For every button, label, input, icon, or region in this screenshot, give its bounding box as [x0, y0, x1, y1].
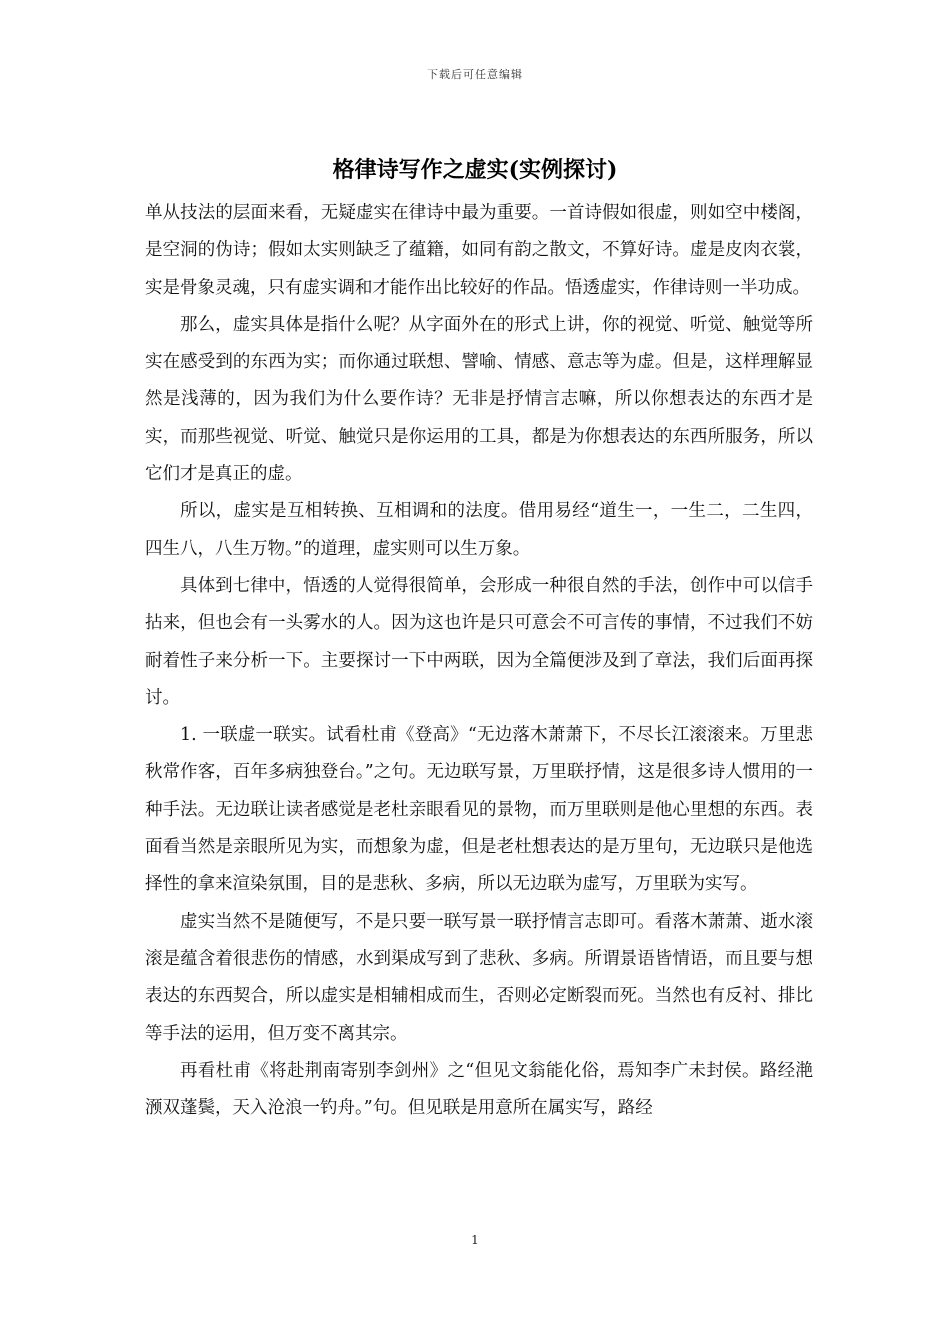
page-title: 格律诗写作之虚实(实例探讨) — [332, 157, 618, 183]
paragraph-7: 再看杜甫《将赴荆南寄别李剑州》之“但见文翁能化俗，焉知李广未封侯。路经滟滪双蓬鬓，天入沧浪一钓舟。”句。但见联是用意所在属实写，路经 — [145, 1060, 813, 1119]
paragraph-1: 单从技法的层面来看，无疑虚实在律诗中最为重要。一首诗假如很虚，则如空中楼阁，是空洞的伪诗；假如太实则缺乏了蕴籍，如同有韵之散文，不算好诗。虚是皮肉衣裳，实是骨象灵魂，只有虚实调和才能作出比较好的作品。悟透虚实，作律诗则一半功成。 — [145, 203, 813, 298]
paragraph-2: 那么，虚实具体是指什么呢？从字面外在的形式上讲，你的视觉、听觉、触觉等所实在感受到的东西为实；而你通过联想、譬喻、情感、意志等为虚。但是，这样理解显然是浅薄的，因为我们为什么要作诗？无非是抒情言志嘛，所以你想表达的东西才是实，而那些视觉、听觉、触觉只是你运用的工具，都是为你想表达的东西所服务，所以它们才是真正的虚。 — [145, 314, 813, 485]
page-number: 1 — [471, 1233, 479, 1247]
document-body — [145, 195, 813, 1127]
paragraph-4: 具体到七律中，悟透的人觉得很简单，会形成一种很自然的手法，创作中可以信手拈来，但也会有一头雾水的人。因为这也许是只可意会不可言传的事情，不过我们不妨耐着性子来分析一下。主要探讨一下中两联，因为全篇便涉及到了章法，我们后面再探讨。 — [145, 575, 813, 708]
paragraph-5: 1. 一联虚一联实。试看杜甫《登高》“无边落木萧萧下，不尽长江滚滚来。万里悲秋常作客，百年多病独登台。”之句。无边联写景，万里联抒情，这是很多诗人惯用的一种手法。无边联让读者感觉是老杜亲眼看见的景物，而万里联则是他心里想的东西。表面看当然是亲眼所见为实，而想象为虚，但是老杜想表达的是万里句，无边联只是他选择性的拿来渲染氛围，目的是悲秋、多病，所以无边联为虚写，万里联为实写。 — [145, 725, 813, 895]
header-note: 下载后可任意编辑 — [427, 68, 523, 81]
paragraph-3: 所以，虚实是互相转换、互相调和的法度。借用易经“道生一，一生二，二生四，四生八，八生万物。”的道理，虚实则可以生万象。 — [145, 501, 813, 559]
paragraph-6: 虚实当然不是随便写，不是只要一联写景一联抒情言志即可。看落木萧萧、逝水滚滚是蕴含着很悲伤的情感，水到渠成写到了悲秋、多病。所谓景语皆情语，而且要与想表达的东西契合，所以虚实是相辅相成而生，否则必定断裂而死。当然也有反衬、排比等手法的运用，但万变不离其宗。 — [145, 911, 813, 1044]
